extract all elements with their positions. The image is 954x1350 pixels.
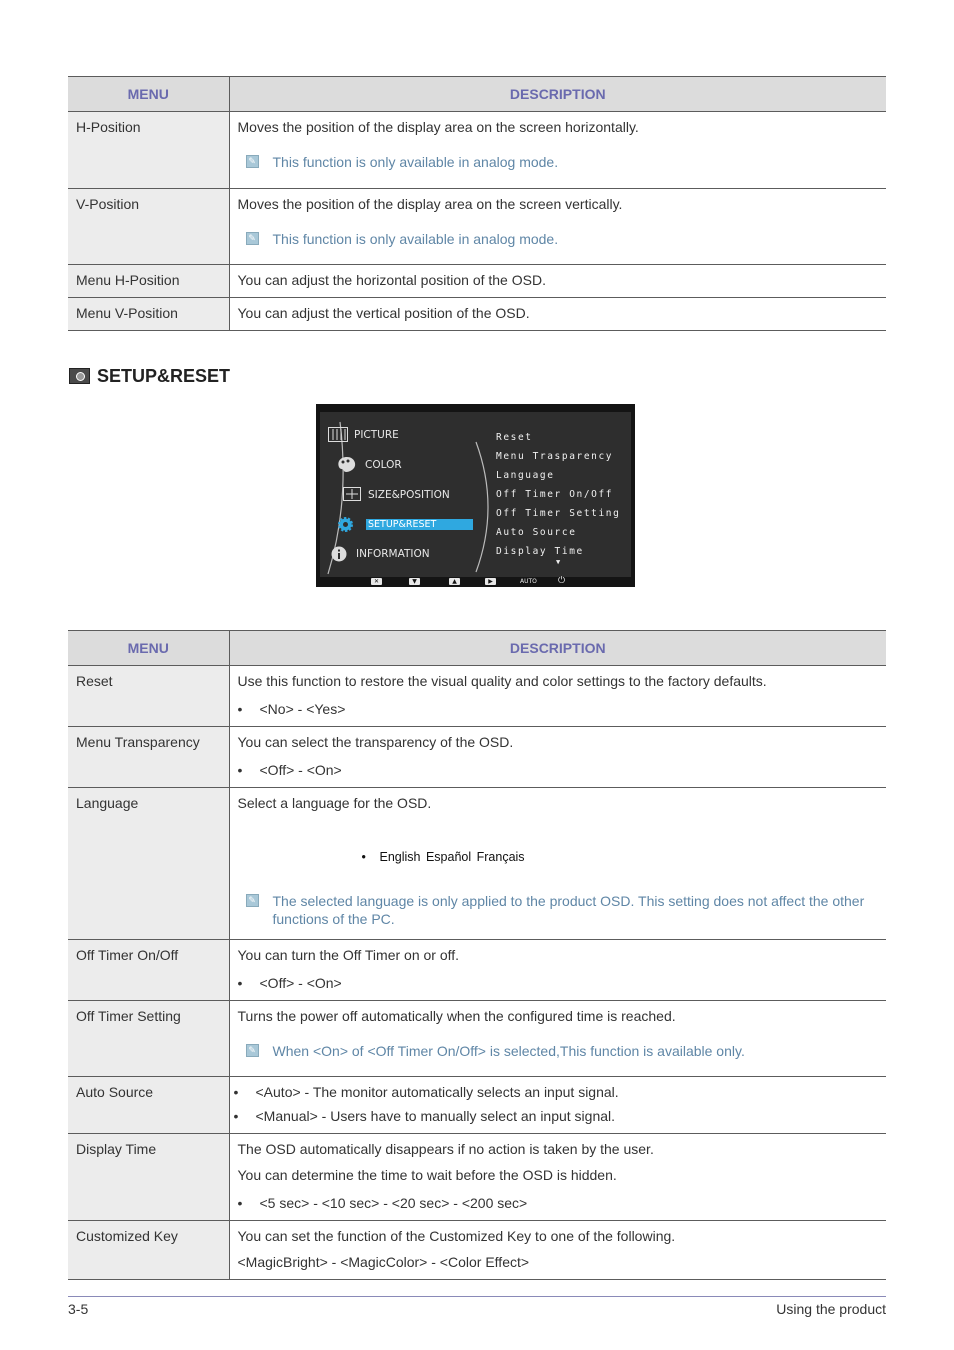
menu-cell: Auto Source [68,1077,229,1134]
description-cell: Select a language for the OSD. • English Español Français ✎ The selected language is only applied to the product OSD. This setting does not affect the other functions of the PC. [229,788,886,940]
size-position-icon [343,487,361,501]
menu-cell: V-Position [68,189,229,265]
menu-cell: H-Position [68,112,229,189]
table-row [68,1221,886,1280]
color-palette-icon [337,456,357,473]
table-row [68,666,886,727]
table-row [68,788,886,940]
description-cell: You can set the function of the Customized Key to one of the following. <MagicBright> - <MagicColor> - <Color Effect> [229,1221,886,1280]
osd-menu-picture[interactable]: PICTURE [354,429,399,441]
description-cell: Moves the position of the display area on the screen horizontally. ✎ This function is only available in analog mode. [229,112,886,189]
picture-icon [328,427,348,442]
osd-submenu-menu-transparency[interactable]: Menu Trasparency [496,451,614,462]
note: ✎ When <On> of <Off Timer On/Off> is selected,This function is available only. [238,1042,879,1060]
osd-menu-screenshot [316,404,635,587]
description-cell: You can turn the Off Timer on or off. • <Off> - <On> [229,940,886,1001]
osd-menu-information[interactable]: INFORMATION [356,548,430,560]
description-column-header: DESCRIPTION [229,631,886,666]
table-row [68,1001,886,1077]
note: ✎ This function is only available in analog mode. [238,230,879,248]
gear-icon [337,516,354,533]
menu-cell: Reset [68,666,229,727]
description-cell: Turns the power off automatically when the configured time is reached. ✎ When <On> of <Off Timer On/Off> is selected,This function is available only. [229,1001,886,1077]
table-row [68,940,886,1001]
menu-cell: Language [68,788,229,940]
menu-column-header: MENU [68,631,229,666]
note: ✎ This function is only available in analog mode. [238,153,879,171]
table-row [68,298,886,331]
note-icon: ✎ [246,894,259,907]
down-icon: ▼ [409,578,420,585]
note-icon: ✎ [246,155,259,168]
table-row [68,1134,886,1221]
menu-cell: Menu H-Position [68,265,229,298]
note-icon: ✎ [246,1044,259,1057]
osd-button-bar [316,577,635,587]
close-icon: ✕ [371,578,382,585]
enter-icon: ▶ [485,578,496,585]
description-cell: The OSD automatically disappears if no action is taken by the user. You can determine the time to wait before the OSD is hidden. • <5 sec> - <10 sec> - <20 sec> - <200 sec> [229,1134,886,1221]
description-cell: Use this function to restore the visual quality and color settings to the factory defaults. • <No> - <Yes> [229,666,886,727]
table-row [68,1077,886,1134]
description-cell: Moves the position of the display area on the screen vertically. ✎ This function is only available in analog mode. [229,189,886,265]
list-item: • <Auto> - The monitor automatically selects an input signal. [233,1084,619,1100]
table-row [68,189,886,265]
description-cell: You can adjust the vertical position of the OSD. [229,298,886,331]
menu-column-header: MENU [68,77,229,112]
auto-icon: AUTO [520,578,537,585]
osd-submenu-reset[interactable]: Reset [496,432,533,443]
osd-submenu-language[interactable]: Language [496,470,555,481]
note-icon: ✎ [246,232,259,245]
list-item: • <Off> - <On> [237,975,342,991]
list-item: • <Manual> - Users have to manually select an input signal. [233,1108,616,1124]
setup-reset-table [68,630,886,1280]
table-row [68,112,886,189]
menu-cell: Menu V-Position [68,298,229,331]
menu-cell: Customized Key [68,1221,229,1280]
table-row [68,265,886,298]
description-cell: You can select the transparency of the OSD. • <Off> - <On> [229,727,886,788]
list-item: • <No> - <Yes> [237,701,346,717]
osd-submenu-off-timer-setting[interactable]: Off Timer Setting [496,508,621,519]
list-item: • <Off> - <On> [237,762,342,778]
osd-menu-size-position[interactable]: SIZE&POSITION [368,489,450,501]
description-cell [229,1077,886,1134]
osd-submenu-auto-source[interactable]: Auto Source [496,527,577,538]
section-heading: SETUP&RESET [69,364,230,388]
osd-submenu-display-time[interactable]: Display Time [496,546,584,557]
menu-cell: Off Timer Setting [68,1001,229,1077]
menu-cell: Off Timer On/Off [68,940,229,1001]
note: ✎ The selected language is only applied to the product OSD. This setting does not affect the other functions of the PC. [238,892,879,928]
description-cell: You can adjust the horizontal position of the OSD. [229,265,886,298]
more-down-icon: ▼ [556,558,561,566]
footer-divider [68,1296,886,1297]
description-column-header: DESCRIPTION [229,77,886,112]
osd-menu-color[interactable]: COLOR [365,459,402,471]
language-list: • English Español Français [361,850,525,864]
list-item: • <5 sec> - <10 sec> - <20 sec> - <200 sec> [237,1195,528,1211]
menu-cell: Menu Transparency [68,727,229,788]
up-icon: ▲ [449,578,460,585]
power-icon: ⏻ [558,576,566,586]
setup-reset-icon [69,368,90,384]
osd-menu-setup-reset[interactable]: SETUP&RESET [368,519,437,530]
menu-cell: Display Time [68,1134,229,1221]
chapter-title: Using the product [776,1301,886,1317]
info-icon [331,546,347,562]
page-number: 3-5 [68,1301,89,1317]
position-table [68,76,886,331]
osd-submenu-off-timer[interactable]: Off Timer On/Off [496,489,614,500]
table-row [68,727,886,788]
